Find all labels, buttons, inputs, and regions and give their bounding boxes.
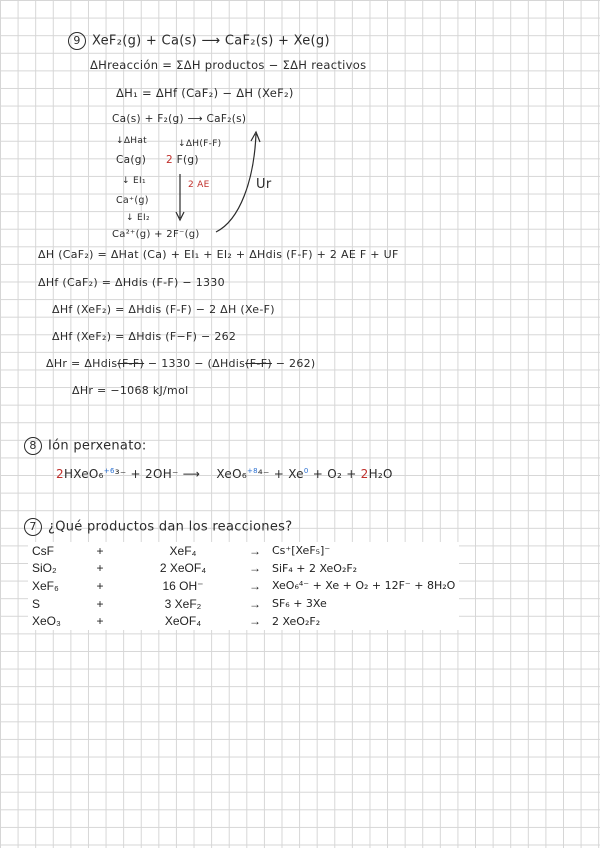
reactant-1: XeO₃ <box>32 614 61 629</box>
product: Cs⁺[XeF₅]⁻ <box>272 544 331 558</box>
step-1: ΔHf (CaF₂) = ΔHdis (F-F) − 1330 <box>38 276 225 289</box>
ei2-label: ↓ EI₂ <box>126 213 150 223</box>
step-4-c: − 1330 − (ΔHdis <box>144 357 246 370</box>
reactant-1: XeF₆ <box>32 578 59 593</box>
reaction-arrow: → <box>249 578 261 593</box>
table-row <box>28 595 459 613</box>
result: ΔHr = −1068 kJ/mol <box>72 384 189 397</box>
section-7-header <box>24 518 292 536</box>
reaction-arrow: → <box>249 543 261 558</box>
table-row <box>28 577 459 595</box>
step-4 <box>46 357 316 371</box>
eq-part-3: XeO₆ <box>216 467 247 481</box>
eq-part-6: H₂O <box>368 467 393 481</box>
reactant-2: XeOF₄ <box>164 614 202 629</box>
product: SF₆ + 3Xe <box>272 597 327 611</box>
plus-sign: + <box>96 543 104 558</box>
cycle-top-reaction: Ca(s) + F₂(g) ⟶ CaF₂(s) <box>112 113 247 125</box>
section-8-header <box>24 437 147 455</box>
reactant-2: XeF₄ <box>169 543 197 558</box>
lattice-energy-arrow <box>216 134 256 232</box>
reactant-1: S <box>32 596 41 611</box>
step-4-e: − 262) <box>271 357 316 370</box>
ur-label: Ur <box>256 177 272 192</box>
reaction-equation: XeF₂(g) + Ca(s) ⟶ CaF₂(s) + Xe(g) <box>92 33 330 49</box>
dhat-label: ↓ΔHat <box>116 136 148 146</box>
eq-part-4: ⁴⁻ + Xe <box>257 467 304 481</box>
plus-sign: + <box>96 614 104 629</box>
ae-label: 2 AE <box>188 180 210 190</box>
reactant-2: 2 XeOF₄ <box>159 561 207 576</box>
section-7-number: 7 <box>24 518 42 536</box>
table-row <box>28 560 459 578</box>
reaction-arrow: → <box>249 596 261 611</box>
reaction-arrow: → <box>249 614 261 629</box>
product: XeO₆⁴⁻ + Xe + O₂ + 12F⁻ + 8H₂O <box>272 579 456 593</box>
eq-ox-1: +6 <box>103 467 115 475</box>
born-haber-equation: ΔH (CaF₂) = ΔHat (Ca) + EI₁ + EI₂ + ΔHdis (F-F) + 2 AE F + UF <box>38 248 399 261</box>
step-4-a: ΔHr = ΔHdis <box>46 357 118 370</box>
ion-pair: Ca²⁺(g) + 2F⁻(g) <box>112 229 200 240</box>
step-2: ΔHf (XeF₂) = ΔHdis (F-F) − 2 ΔH (Xe-F) <box>52 303 275 316</box>
eq-coef-1: 2 <box>56 467 64 481</box>
eq-ox-2: +8 <box>246 467 258 475</box>
eq-part-2: ³⁻ + 2OH⁻ ⟶ <box>114 467 201 481</box>
ca-gas: Ca(g) <box>116 154 147 166</box>
table-row <box>28 612 459 630</box>
plus-sign: + <box>96 578 104 593</box>
table-row <box>28 542 459 560</box>
eq-ox-3: 0 <box>303 467 309 475</box>
step-4-b: (F-F) <box>117 357 145 370</box>
eq-coef-2: 2 <box>360 467 369 481</box>
f-gas-coefficient: 2 <box>166 154 173 166</box>
dh1-expression: ΔH₁ = ΔHf (CaF₂) − ΔH (XeF₂) <box>116 86 294 100</box>
f-gas-label: F(g) <box>176 154 199 166</box>
reactant-2: 16 OH⁻ <box>162 578 204 593</box>
reactions-table <box>28 542 459 630</box>
enthalpy-definition: ΔHreacción = ΣΔH productos − ΣΔH reactivos <box>90 58 367 72</box>
plus-sign: + <box>96 596 104 611</box>
reactant-1: CsF <box>32 543 54 558</box>
step-4-d: (F-F) <box>245 357 272 370</box>
product: SiF₄ + 2 XeO₂F₂ <box>272 561 358 575</box>
step-3: ΔHf (XeF₂) = ΔHdis (F−F) − 262 <box>52 330 237 343</box>
ca-plus-ion: Ca⁺(g) <box>116 195 149 206</box>
eq-part-1: HXeO₆ <box>63 467 104 481</box>
reactant-2: 3 XeF₂ <box>164 596 202 611</box>
plus-sign: + <box>96 561 104 576</box>
reactant-1: SiO₂ <box>32 561 57 576</box>
dhdis-label: ↓ΔH(F-F) <box>178 139 222 149</box>
eq-part-5: + O₂ + <box>308 467 361 481</box>
section-7-title: ¿Qué productos dan los reacciones? <box>48 519 293 535</box>
section-9-number: 9 <box>68 32 86 50</box>
section-8-title: Ión perxenato: <box>48 438 147 454</box>
ei1-label: ↓ EI₁ <box>122 176 146 186</box>
reaction-arrow: → <box>249 561 261 576</box>
section-8-number: 8 <box>24 437 42 455</box>
product: 2 XeO₂F₂ <box>272 614 321 628</box>
perxenate-equation <box>56 464 393 481</box>
